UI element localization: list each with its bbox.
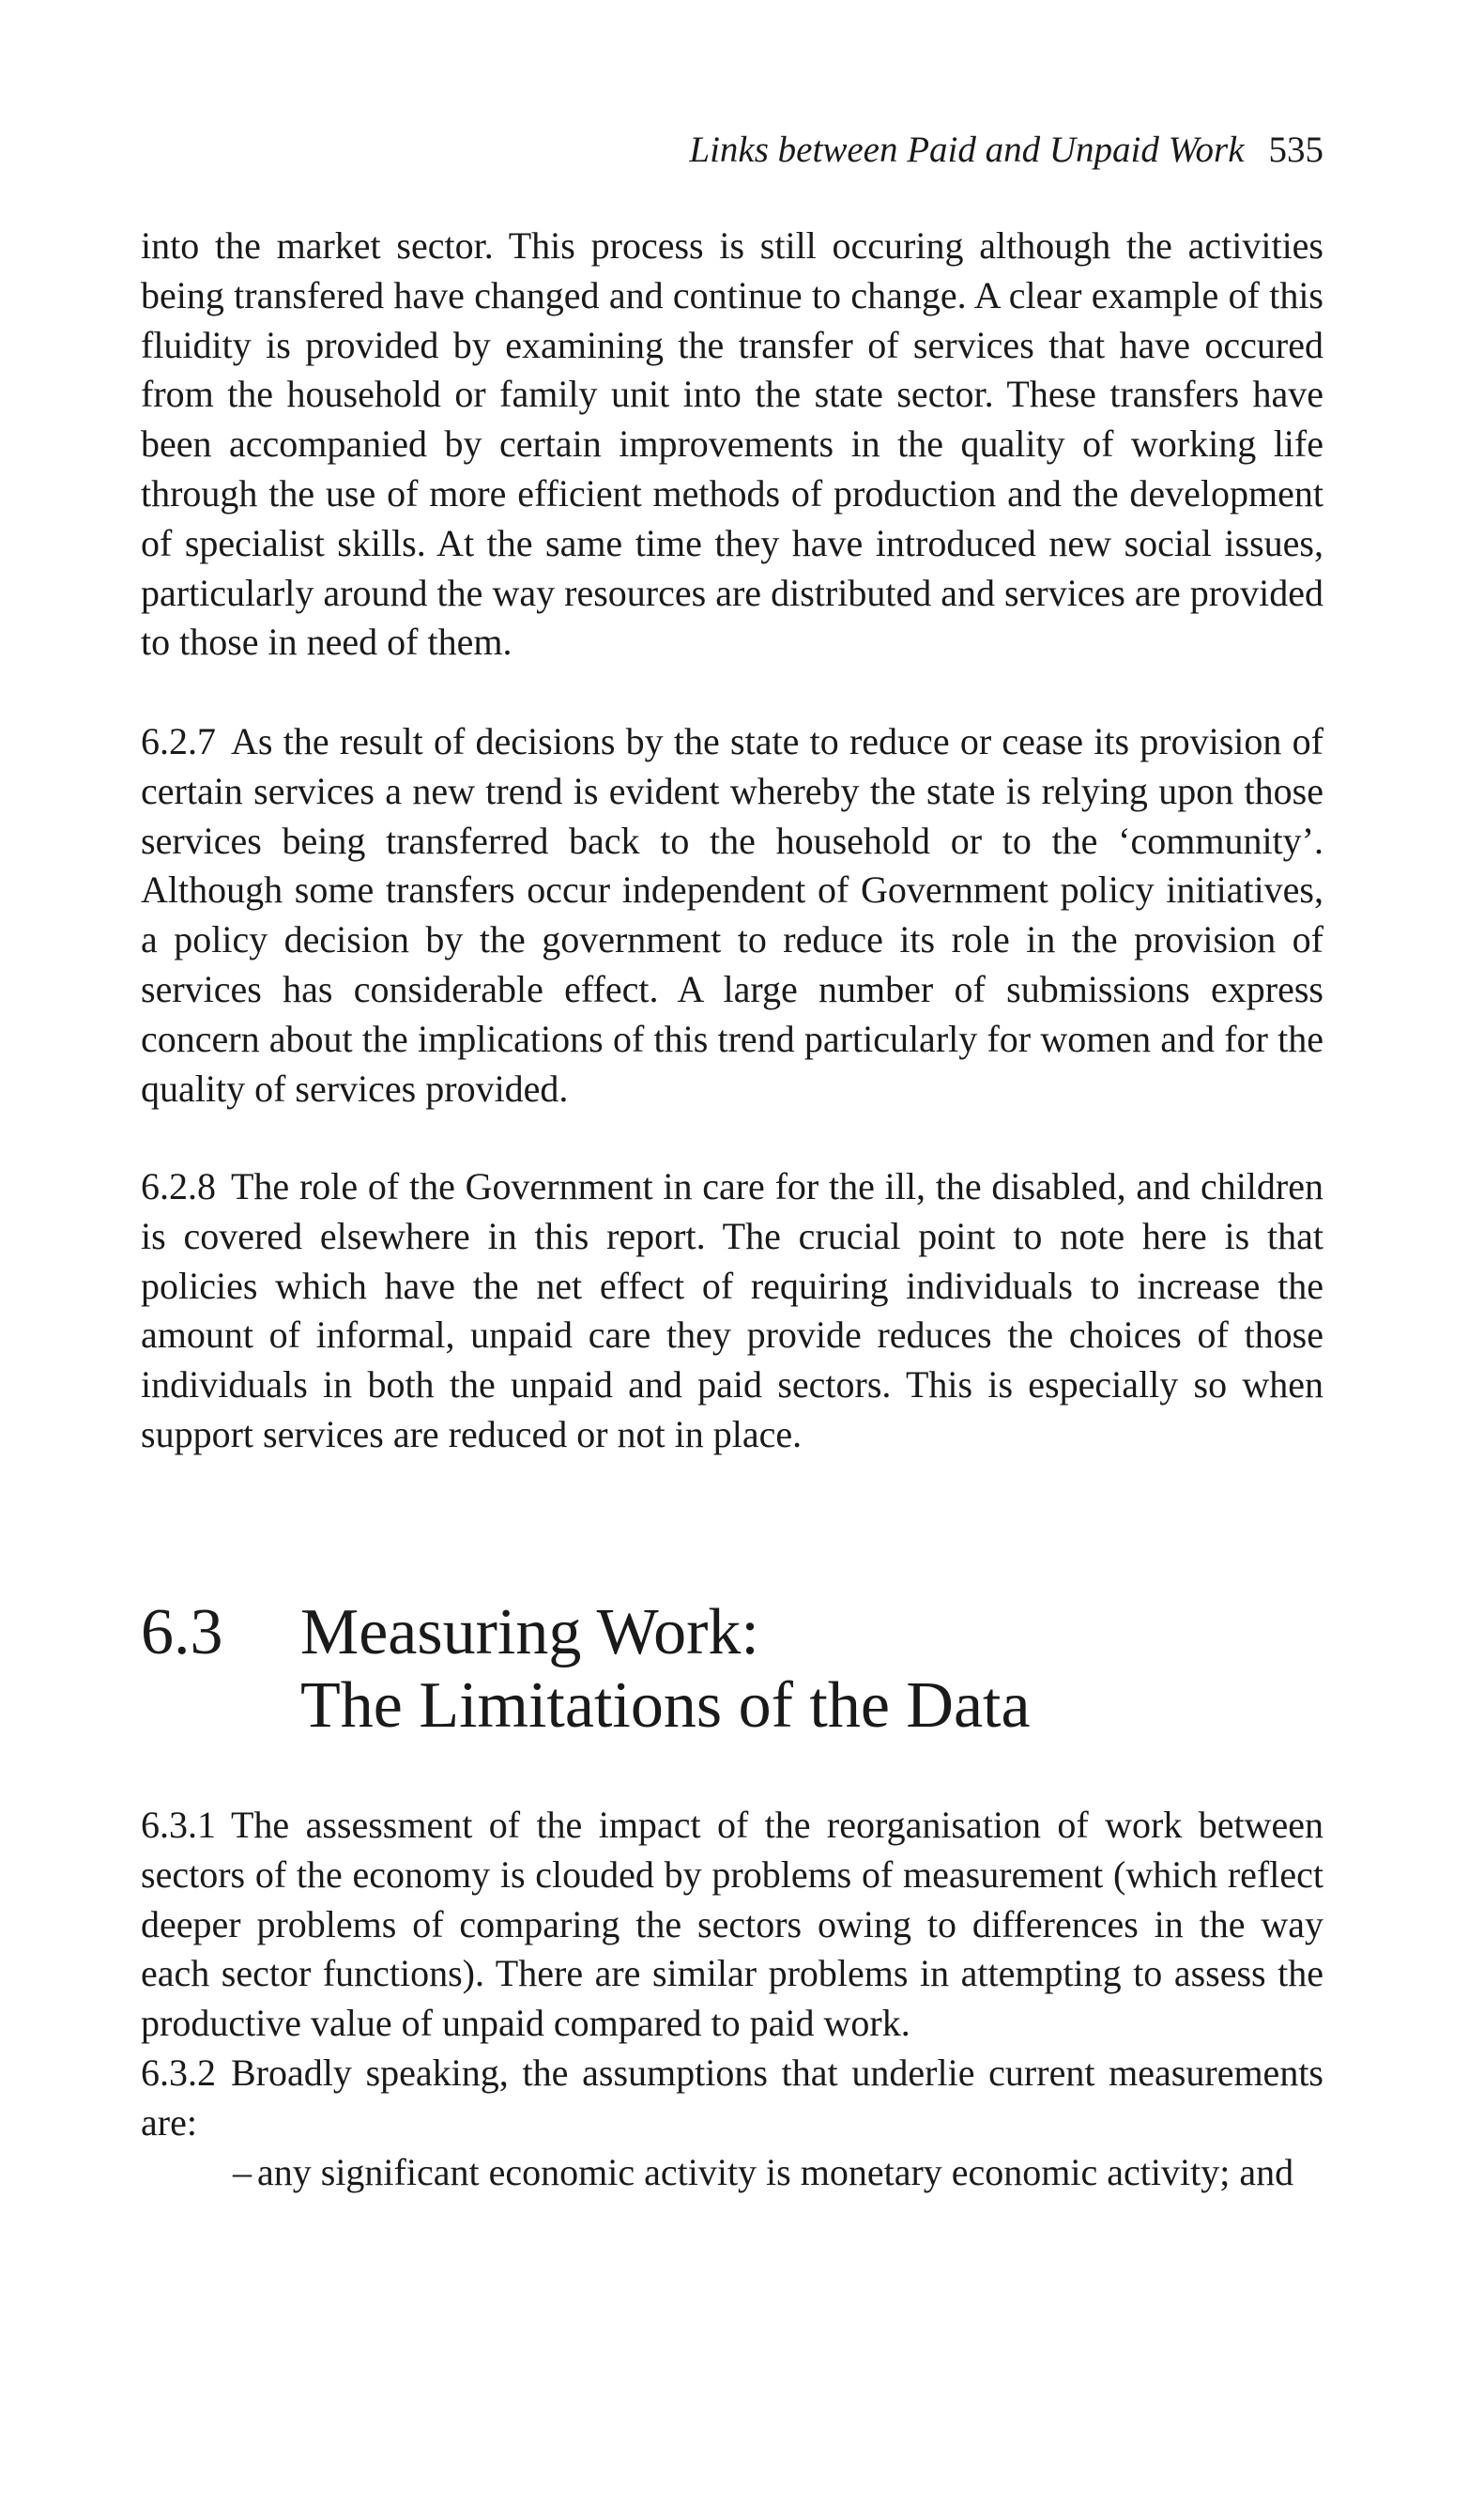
section-number: 6.3: [141, 1596, 223, 1668]
paragraph-number: 6.2.8: [141, 1165, 216, 1207]
page-number: 535: [1268, 130, 1323, 170]
list-item-text: any significant economic activity is monetary economic activity; and: [257, 2150, 1294, 2193]
paragraph-number: 6.3.2: [141, 2051, 216, 2094]
paragraph-6-2-8: [141, 1162, 1323, 1460]
paragraph-number: 6.2.7: [141, 720, 216, 762]
running-title: Links between Paid and Unpaid Work: [689, 130, 1245, 170]
section-title-line-1: Measuring Work:: [300, 1596, 759, 1668]
list-item: [233, 2148, 1323, 2198]
list-marker: –: [233, 2150, 252, 2193]
assumptions-list: [141, 2148, 1323, 2198]
running-head: [689, 131, 1323, 168]
section-body: [141, 1801, 1323, 2197]
paragraph-6-3-1: [141, 1801, 1323, 2049]
paragraph-text: As the result of decisions by the state to reduce or cease its provision of certain services a new trend is evident whereby the state is relying upon those services being transferred back to the household or to the ‘community’. Although some transfers occur independent of Government policy initiatives, a policy decision by the government to reduce its role in the provision of services has considerable effect. A large number of submissions express concern about the implications of this trend particularly for women and for the quality of services provided.: [141, 720, 1323, 1110]
paragraph-6-3-2: [141, 2049, 1323, 2148]
paragraph-text: into the market sector. This process is still occuring although the activities being transfered have changed and continue to change. A clear example of this fluidity is provided by examining the transfer of services that have occured from the household or family unit into the state sector. These transfers have been accompanied by certain improvements in the quality of working life through the use of more efficient methods of production and the development of specialist skills. At the same time they have introduced new social issues, particularly around the way resources are distributed and services are provided to those in need of them.: [141, 224, 1323, 664]
section-title: [300, 1596, 1031, 1743]
section-title-line-2: The Limitations of the Data: [300, 1669, 1031, 1742]
paragraph-text: Broadly speaking, the assumptions that underlie current measurements are:: [141, 2051, 1323, 2144]
paragraph-text: The role of the Government in care for the ill, the disabled, and children is covered elsewhere in this report. The crucial point to note here is that policies which have the net effect of requiring individuals to increase the amount of informal, unpaid care they provide reduces the choices of those individuals in both the unpaid and paid sectors. This is especially so when support services are reduced or not in place.: [141, 1165, 1323, 1455]
paragraph-text: The assessment of the impact of the reorganisation of work between sectors of the economy is clouded by problems of measurement (which reflect deeper problems of comparing the sectors owing to differences in the way each sector functions). There are similar problems in attempting to assess the productive value of unpaid compared to paid work.: [141, 1804, 1323, 2045]
paragraph-number: 6.3.1: [141, 1804, 216, 1846]
paragraph-continued: [141, 222, 1323, 668]
paragraph-6-2-7: [141, 717, 1323, 1114]
book-page: [141, 0, 1323, 2505]
